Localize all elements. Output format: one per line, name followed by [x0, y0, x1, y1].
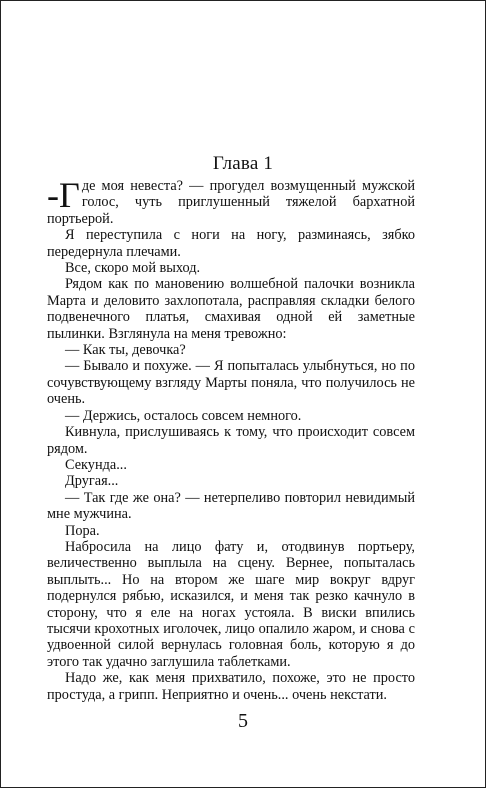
paragraph: — Держись, осталось совсем немного.: [65, 407, 302, 424]
paragraph: Рядом как по мановению волшебной палочки возникла Марта и деловито захлопотала, расправляя складки белого подвенечного платья, смахивая одной ей заметные пылинки. Взглянула на меня тревожно:: [47, 276, 415, 342]
drop-cap: -Г: [47, 175, 80, 215]
first-paragraph-text: де моя невеста? — прогудел возмущенный мужской голос, чуть приглушенный тяжелой бархатной портьерой.: [47, 178, 415, 227]
paragraph: Я переступила с ноги на ногу, разминаясь, зябко передернула плечами.: [47, 227, 415, 260]
paragraph: Секунда...: [65, 456, 127, 473]
chapter-title: Глава 1: [212, 153, 274, 174]
paragraph: Пора.: [65, 522, 100, 539]
first-paragraph: [47, 175, 415, 227]
page-number: 5: [238, 710, 248, 732]
paragraph: Другая...: [65, 473, 119, 490]
paragraph: — Как ты, девочка?: [65, 342, 186, 359]
paragraph: — Так где же она? — нетерпеливо повторил невидимый мне мужчина.: [47, 489, 415, 523]
paragraph: Кивнула, прислушиваясь к тому, что происходит совсем рядом.: [47, 424, 415, 457]
paragraph: Все, скоро мой выход.: [65, 260, 201, 277]
paragraph: — Бывало и похуже. — Я попыталась улыбнуться, но по сочувствующему взгляду Марты поняла, что получилось не очень.: [47, 358, 415, 408]
paragraph: Набросила на лицо фату и, отодвинув портьеру, величественно выплыла на сцену. Вернее, попыталась выплыть... Но на втором же шаге мир вокруг вдруг подернулся рябью, исказился, и меня так резко качнуло в сторону, что я еле на ногах устояла. В виски впились тысячи крохотных иголочек, лицо опалило жаром, и снова с удвоенной силой вернулась головная боль, которую я до этого так удачно заглушила таблетками.: [47, 538, 415, 670]
paragraph: Надо же, как меня прихватило, похоже, это не просто простуда, а грипп. Неприятно и очень... очень некстати.: [47, 670, 415, 703]
body-text: [47, 175, 415, 703]
